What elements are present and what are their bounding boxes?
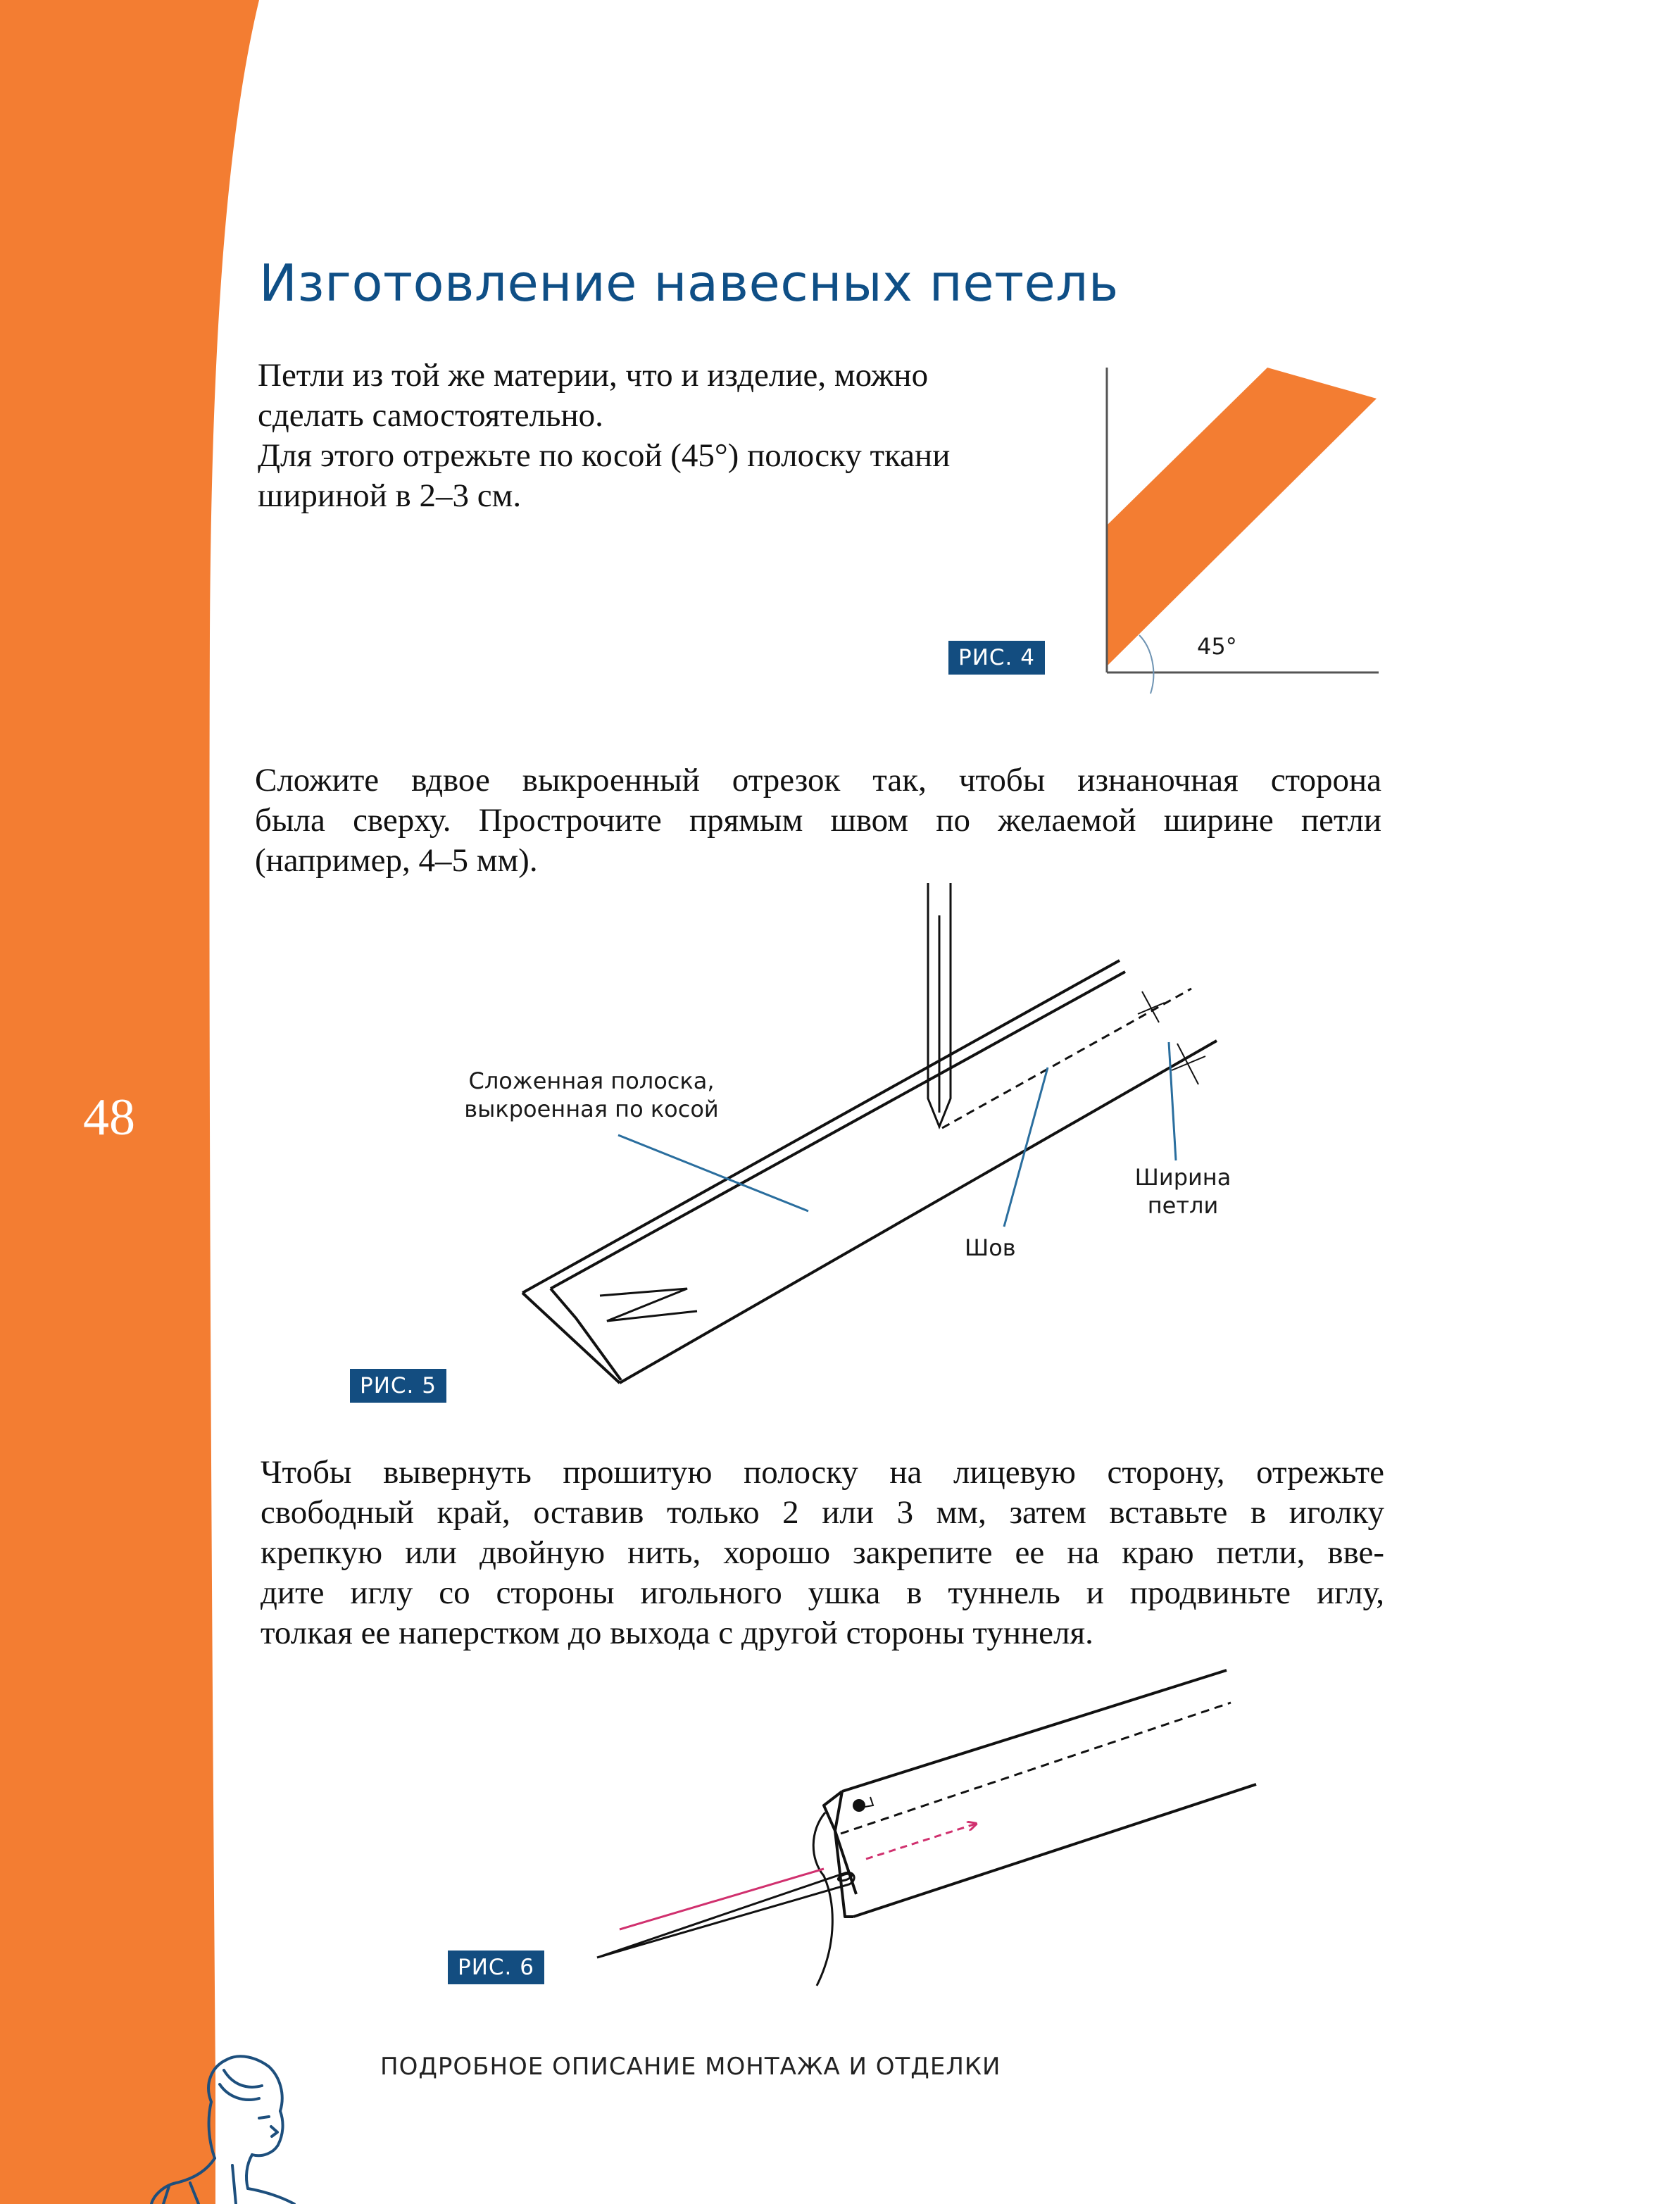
text-line: шириной в 2–3 см. xyxy=(258,477,522,514)
page-title: Изготовление навесных петель xyxy=(259,253,1119,313)
text-line: свободный край, оставив только 2 или 3 мм, затем вставьте в иголку xyxy=(261,1494,1384,1531)
folded-strip-label-line-1: Сложенная полоска, xyxy=(468,1067,715,1094)
thread-hook xyxy=(865,1797,873,1807)
tube-bottom-edge xyxy=(853,1784,1256,1917)
text-line: дите иглу со стороны игольного ушка в туннель и продвиньте иглу, xyxy=(261,1574,1384,1611)
text-line: Петли из той же материи, что и изделие, можно xyxy=(258,357,929,394)
angle-label: 45° xyxy=(1197,633,1237,660)
text-line: (например, 4–5 мм). xyxy=(255,842,538,879)
loop-width-label-line-1: Ширина xyxy=(1134,1164,1231,1191)
text-line: Сложите вдвое выкроенный отрезок так, чтобы изнаночная сторона xyxy=(255,762,1381,799)
direction-arrow-inside xyxy=(866,1824,976,1859)
text-line: сделать самостоятельно. xyxy=(258,397,603,434)
seam-label: Шов xyxy=(965,1234,1016,1261)
figure-6-badge: РИС. 6 xyxy=(448,1951,544,1984)
tube-top-edge xyxy=(842,1670,1227,1791)
running-footer: ПОДРОБНОЕ ОПИСАНИЕ МОНТАЖА И ОТДЕЛКИ xyxy=(380,2053,1001,2081)
needle-with-thread xyxy=(597,1812,854,1986)
knot-dot xyxy=(853,1799,865,1812)
text-line: была сверху. Прострочите прямым швом по желаемой ширине петли xyxy=(255,802,1381,839)
figure-5-badge: РИС. 5 xyxy=(350,1369,446,1403)
text-line: Для этого отрежьте по косой (45°) полоску ткани xyxy=(258,437,951,474)
page-number: 48 xyxy=(83,1089,135,1146)
text-line: Чтобы вывернуть прошитую полоску на лицевую сторону, отрежьте xyxy=(261,1454,1384,1491)
text-line: крепкую или двойную нить, хорошо закрепите ее на краю петли, вве- xyxy=(261,1534,1384,1571)
folded-strip-label-line-2: выкроенная по косой xyxy=(464,1096,719,1122)
text-line: толкая ее наперстком до выхода с другой стороны туннеля. xyxy=(261,1615,1093,1651)
figure-4-badge: РИС. 4 xyxy=(948,641,1045,675)
tube-stitching xyxy=(841,1703,1231,1834)
loop-width-label-line-2: петли xyxy=(1147,1192,1219,1219)
